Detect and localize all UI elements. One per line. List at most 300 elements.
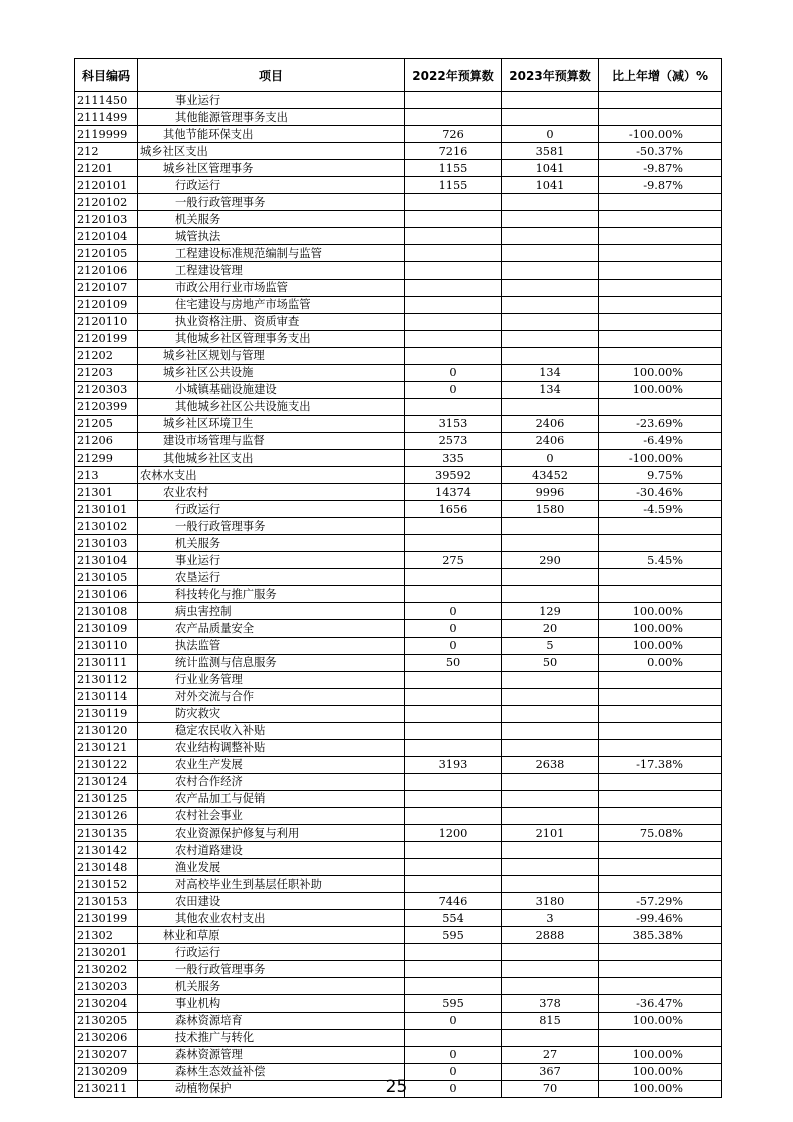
code-cell: 2120105 (75, 245, 138, 262)
code-cell: 2130101 (75, 501, 138, 518)
code-cell: 2111450 (75, 92, 138, 109)
budget-2023-cell: 1041 (502, 160, 599, 177)
code-cell: 2120104 (75, 228, 138, 245)
budget-2022-cell (405, 569, 502, 586)
budget-2023-cell (502, 705, 599, 722)
table-row (75, 790, 722, 807)
table-row (75, 330, 722, 347)
code-cell: 21201 (75, 160, 138, 177)
code-cell: 2130207 (75, 1046, 138, 1063)
table-row (75, 92, 722, 109)
budget-2023-cell: 1041 (502, 177, 599, 194)
budget-2022-cell: 275 (405, 552, 502, 569)
name-cell: 农业资源保护修复与利用 (138, 825, 405, 842)
change-cell: -36.47% (599, 995, 722, 1012)
change-cell: 385.38% (599, 927, 722, 944)
table-row (75, 518, 722, 535)
name-cell: 执法监管 (138, 637, 405, 654)
table-row (75, 705, 722, 722)
name-cell: 病虫害控制 (138, 603, 405, 620)
budget-2023-cell (502, 978, 599, 995)
header-2022-budget: 2022年预算数 (405, 59, 502, 92)
code-cell: 2130111 (75, 654, 138, 671)
table-row (75, 501, 722, 518)
budget-2023-cell (502, 1029, 599, 1046)
change-cell (599, 739, 722, 756)
name-cell: 市政公用行业市场监管 (138, 279, 405, 296)
code-cell: 2130124 (75, 773, 138, 790)
code-cell: 2120103 (75, 211, 138, 228)
table-row (75, 995, 722, 1012)
name-cell: 技术推广与转化 (138, 1029, 405, 1046)
table-row (75, 1012, 722, 1029)
code-cell: 2130199 (75, 910, 138, 927)
budget-2022-cell (405, 739, 502, 756)
change-cell: -9.87% (599, 177, 722, 194)
change-cell: -6.49% (599, 432, 722, 449)
budget-2023-cell: 3581 (502, 143, 599, 160)
budget-2022-cell: 0 (405, 637, 502, 654)
table-row (75, 756, 722, 773)
budget-2023-cell: 70 (502, 1080, 599, 1097)
code-cell: 2130114 (75, 688, 138, 705)
budget-2023-cell (502, 961, 599, 978)
name-cell: 农林水支出 (138, 467, 405, 484)
budget-2022-cell (405, 330, 502, 347)
budget-2022-cell: 0 (405, 381, 502, 398)
budget-2023-cell: 134 (502, 381, 599, 398)
change-cell: -17.38% (599, 756, 722, 773)
change-cell (599, 688, 722, 705)
budget-2022-cell (405, 944, 502, 961)
table-row (75, 671, 722, 688)
change-cell (599, 245, 722, 262)
change-cell: 5.45% (599, 552, 722, 569)
change-cell (599, 671, 722, 688)
budget-2023-cell (502, 688, 599, 705)
table-row (75, 859, 722, 876)
table-row (75, 347, 722, 364)
code-cell: 21206 (75, 432, 138, 449)
budget-2022-cell: 0 (405, 1080, 502, 1097)
budget-2022-cell: 0 (405, 364, 502, 381)
table-row (75, 381, 722, 398)
code-cell: 2120106 (75, 262, 138, 279)
budget-2023-cell (502, 398, 599, 415)
name-cell: 动植物保护 (138, 1080, 405, 1097)
table-row (75, 910, 722, 927)
name-cell: 农村道路建设 (138, 842, 405, 859)
change-cell: 100.00% (599, 381, 722, 398)
change-cell (599, 1029, 722, 1046)
budget-2022-cell: 0 (405, 1046, 502, 1063)
budget-2023-cell: 815 (502, 1012, 599, 1029)
name-cell: 其他城乡社区管理事务支出 (138, 330, 405, 347)
table-row (75, 1046, 722, 1063)
budget-2022-cell (405, 961, 502, 978)
name-cell: 农村社会事业 (138, 807, 405, 824)
code-cell: 2120199 (75, 330, 138, 347)
code-cell: 2130152 (75, 876, 138, 893)
header-change: 比上年增（减）% (599, 59, 722, 92)
code-cell: 2120399 (75, 398, 138, 415)
name-cell: 其他节能环保支出 (138, 126, 405, 143)
budget-2023-cell (502, 313, 599, 330)
budget-2022-cell (405, 194, 502, 211)
name-cell: 城乡社区支出 (138, 143, 405, 160)
header-code: 科目编码 (75, 59, 138, 92)
code-cell: 2130209 (75, 1063, 138, 1080)
budget-2023-cell: 378 (502, 995, 599, 1012)
code-cell: 2120110 (75, 313, 138, 330)
budget-2022-cell: 3193 (405, 756, 502, 773)
code-cell: 2130135 (75, 825, 138, 842)
name-cell: 科技转化与推广服务 (138, 586, 405, 603)
code-cell: 2120101 (75, 177, 138, 194)
name-cell: 农产品加工与促销 (138, 790, 405, 807)
name-cell: 事业机构 (138, 995, 405, 1012)
name-cell: 森林资源培育 (138, 1012, 405, 1029)
code-cell: 2130201 (75, 944, 138, 961)
budget-2022-cell (405, 313, 502, 330)
name-cell: 森林资源管理 (138, 1046, 405, 1063)
budget-2023-cell (502, 518, 599, 535)
name-cell: 城乡社区规划与管理 (138, 347, 405, 364)
change-cell (599, 92, 722, 109)
name-cell: 机关服务 (138, 978, 405, 995)
code-cell: 2130204 (75, 995, 138, 1012)
budget-2022-cell: 1656 (405, 501, 502, 518)
table-row (75, 279, 722, 296)
code-cell: 2130105 (75, 569, 138, 586)
table-row (75, 1029, 722, 1046)
code-cell: 2119999 (75, 126, 138, 143)
budget-2023-cell (502, 773, 599, 790)
table-row (75, 143, 722, 160)
budget-2023-cell: 5 (502, 637, 599, 654)
code-cell: 2130211 (75, 1080, 138, 1097)
code-cell: 2130202 (75, 961, 138, 978)
name-cell: 住宅建设与房地产市场监管 (138, 296, 405, 313)
budget-2022-cell (405, 859, 502, 876)
change-cell (599, 330, 722, 347)
change-cell: 100.00% (599, 603, 722, 620)
budget-2022-cell: 726 (405, 126, 502, 143)
page-number: 25 (385, 1077, 408, 1097)
code-cell: 2130153 (75, 893, 138, 910)
budget-2022-cell: 554 (405, 910, 502, 927)
budget-2023-cell (502, 739, 599, 756)
budget-2022-cell: 1155 (405, 160, 502, 177)
code-cell: 2130203 (75, 978, 138, 995)
change-cell: 100.00% (599, 637, 722, 654)
name-cell: 农业结构调整补贴 (138, 739, 405, 756)
name-cell: 一般行政管理事务 (138, 961, 405, 978)
name-cell: 农业农村 (138, 484, 405, 501)
budget-2022-cell (405, 722, 502, 739)
code-cell: 2130108 (75, 603, 138, 620)
name-cell: 其他农业农村支出 (138, 910, 405, 927)
name-cell: 对高校毕业生到基层任职补助 (138, 876, 405, 893)
table-row (75, 552, 722, 569)
budget-2022-cell (405, 671, 502, 688)
change-cell (599, 279, 722, 296)
table-row (75, 415, 722, 432)
table-row (75, 637, 722, 654)
budget-2022-cell (405, 398, 502, 415)
change-cell (599, 109, 722, 126)
table-row (75, 535, 722, 552)
budget-2022-cell (405, 228, 502, 245)
table-row (75, 603, 722, 620)
name-cell: 城乡社区管理事务 (138, 160, 405, 177)
code-cell: 2111499 (75, 109, 138, 126)
change-cell (599, 398, 722, 415)
code-cell: 2130106 (75, 586, 138, 603)
table-row (75, 467, 722, 484)
budget-2023-cell: 9996 (502, 484, 599, 501)
change-cell (599, 876, 722, 893)
budget-2023-cell: 3 (502, 910, 599, 927)
change-cell (599, 722, 722, 739)
budget-2023-cell (502, 279, 599, 296)
name-cell: 城乡社区公共设施 (138, 364, 405, 381)
change-cell (599, 347, 722, 364)
name-cell: 行业业务管理 (138, 671, 405, 688)
table-row (75, 177, 722, 194)
name-cell: 对外交流与合作 (138, 688, 405, 705)
name-cell: 林业和草原 (138, 927, 405, 944)
budget-2022-cell (405, 876, 502, 893)
budget-2022-cell: 335 (405, 449, 502, 466)
budget-2023-cell (502, 535, 599, 552)
budget-2023-cell (502, 790, 599, 807)
code-cell: 2130121 (75, 739, 138, 756)
table-row (75, 160, 722, 177)
change-cell (599, 586, 722, 603)
table-row (75, 944, 722, 961)
name-cell: 农垦运行 (138, 569, 405, 586)
name-cell: 行政运行 (138, 501, 405, 518)
budget-2023-cell (502, 92, 599, 109)
budget-2022-cell (405, 279, 502, 296)
change-cell: -57.29% (599, 893, 722, 910)
budget-2023-cell (502, 194, 599, 211)
budget-2023-cell: 27 (502, 1046, 599, 1063)
budget-table (74, 58, 722, 1098)
budget-2023-cell (502, 347, 599, 364)
budget-2022-cell (405, 109, 502, 126)
budget-2023-cell: 1580 (502, 501, 599, 518)
table-row (75, 739, 722, 756)
table-row (75, 807, 722, 824)
name-cell: 森林生态效益补偿 (138, 1063, 405, 1080)
table-row (75, 927, 722, 944)
code-cell: 2130148 (75, 859, 138, 876)
change-cell (599, 944, 722, 961)
change-cell (599, 859, 722, 876)
budget-2022-cell: 595 (405, 995, 502, 1012)
change-cell (599, 535, 722, 552)
code-cell: 2130109 (75, 620, 138, 637)
table-row (75, 296, 722, 313)
name-cell: 机关服务 (138, 535, 405, 552)
table-row (75, 245, 722, 262)
name-cell: 行政运行 (138, 944, 405, 961)
table-header (75, 59, 722, 92)
budget-2023-cell: 2101 (502, 825, 599, 842)
budget-2023-cell: 290 (502, 552, 599, 569)
code-cell: 2130122 (75, 756, 138, 773)
budget-2022-cell: 14374 (405, 484, 502, 501)
budget-2023-cell: 50 (502, 654, 599, 671)
table-row (75, 109, 722, 126)
budget-2022-cell (405, 296, 502, 313)
budget-2023-cell (502, 330, 599, 347)
name-cell: 其他城乡社区公共设施支出 (138, 398, 405, 415)
budget-2022-cell: 1155 (405, 177, 502, 194)
budget-2023-cell (502, 228, 599, 245)
budget-2022-cell (405, 211, 502, 228)
budget-2023-cell (502, 876, 599, 893)
name-cell: 渔业发展 (138, 859, 405, 876)
budget-2022-cell: 595 (405, 927, 502, 944)
code-cell: 2130110 (75, 637, 138, 654)
name-cell: 工程建设管理 (138, 262, 405, 279)
code-cell: 2130142 (75, 842, 138, 859)
name-cell: 稳定农民收入补贴 (138, 722, 405, 739)
budget-2022-cell (405, 535, 502, 552)
table-row (75, 688, 722, 705)
change-cell (599, 313, 722, 330)
budget-2023-cell: 0 (502, 449, 599, 466)
change-cell: -100.00% (599, 449, 722, 466)
budget-2022-cell: 0 (405, 620, 502, 637)
code-cell: 2120102 (75, 194, 138, 211)
change-cell: 100.00% (599, 1080, 722, 1097)
change-cell (599, 961, 722, 978)
budget-2023-cell: 2406 (502, 432, 599, 449)
name-cell: 事业运行 (138, 92, 405, 109)
budget-2022-cell: 39592 (405, 467, 502, 484)
code-cell: 21203 (75, 364, 138, 381)
table-row (75, 978, 722, 995)
change-cell: -100.00% (599, 126, 722, 143)
name-cell: 小城镇基础设施建设 (138, 381, 405, 398)
table-row (75, 586, 722, 603)
budget-2023-cell: 20 (502, 620, 599, 637)
code-cell: 21299 (75, 449, 138, 466)
name-cell: 一般行政管理事务 (138, 518, 405, 535)
budget-2022-cell: 1200 (405, 825, 502, 842)
code-cell: 213 (75, 467, 138, 484)
table-row (75, 773, 722, 790)
budget-2023-cell: 0 (502, 126, 599, 143)
budget-2022-cell (405, 1029, 502, 1046)
name-cell: 农产品质量安全 (138, 620, 405, 637)
change-cell: -99.46% (599, 910, 722, 927)
name-cell: 农田建设 (138, 893, 405, 910)
budget-2022-cell: 2573 (405, 432, 502, 449)
code-cell: 2130125 (75, 790, 138, 807)
name-cell: 防灾救灾 (138, 705, 405, 722)
budget-2023-cell (502, 859, 599, 876)
budget-2023-cell (502, 807, 599, 824)
table-row (75, 893, 722, 910)
budget-2022-cell: 0 (405, 603, 502, 620)
change-cell (599, 842, 722, 859)
code-cell: 2130206 (75, 1029, 138, 1046)
change-cell: 9.75% (599, 467, 722, 484)
budget-2022-cell (405, 262, 502, 279)
budget-2023-cell (502, 842, 599, 859)
table-row (75, 194, 722, 211)
header-2023-budget: 2023年预算数 (502, 59, 599, 92)
change-cell: -23.69% (599, 415, 722, 432)
budget-2023-cell (502, 722, 599, 739)
name-cell: 农村合作经济 (138, 773, 405, 790)
change-cell (599, 773, 722, 790)
change-cell (599, 569, 722, 586)
table-row (75, 364, 722, 381)
budget-2023-cell: 43452 (502, 467, 599, 484)
budget-2022-cell: 0 (405, 1063, 502, 1080)
budget-2022-cell (405, 518, 502, 535)
table-row (75, 484, 722, 501)
code-cell: 2120107 (75, 279, 138, 296)
code-cell: 21302 (75, 927, 138, 944)
table-row (75, 722, 722, 739)
table-row (75, 620, 722, 637)
code-cell: 21301 (75, 484, 138, 501)
code-cell: 21205 (75, 415, 138, 432)
code-cell: 2130205 (75, 1012, 138, 1029)
table-row (75, 842, 722, 859)
budget-2022-cell (405, 586, 502, 603)
budget-2023-cell: 3180 (502, 893, 599, 910)
header-name: 项目 (138, 59, 405, 92)
code-cell: 21202 (75, 347, 138, 364)
name-cell: 一般行政管理事务 (138, 194, 405, 211)
budget-2023-cell: 129 (502, 603, 599, 620)
table-row (75, 398, 722, 415)
budget-2022-cell (405, 688, 502, 705)
budget-2022-cell (405, 347, 502, 364)
name-cell: 机关服务 (138, 211, 405, 228)
change-cell: 100.00% (599, 364, 722, 381)
header-row (75, 59, 722, 92)
budget-2023-cell (502, 569, 599, 586)
table-row (75, 449, 722, 466)
budget-2022-cell (405, 705, 502, 722)
name-cell: 工程建设标准规范编制与监管 (138, 245, 405, 262)
budget-2023-cell: 2406 (502, 415, 599, 432)
change-cell: 100.00% (599, 620, 722, 637)
code-cell: 2130120 (75, 722, 138, 739)
table-row (75, 313, 722, 330)
budget-2023-cell: 2888 (502, 927, 599, 944)
code-cell: 2130119 (75, 705, 138, 722)
code-cell: 2130103 (75, 535, 138, 552)
budget-2022-cell (405, 92, 502, 109)
budget-2022-cell (405, 773, 502, 790)
budget-2022-cell (405, 245, 502, 262)
budget-2023-cell (502, 296, 599, 313)
change-cell: -4.59% (599, 501, 722, 518)
change-cell: 75.08% (599, 825, 722, 842)
name-cell: 行政运行 (138, 177, 405, 194)
budget-2022-cell (405, 978, 502, 995)
